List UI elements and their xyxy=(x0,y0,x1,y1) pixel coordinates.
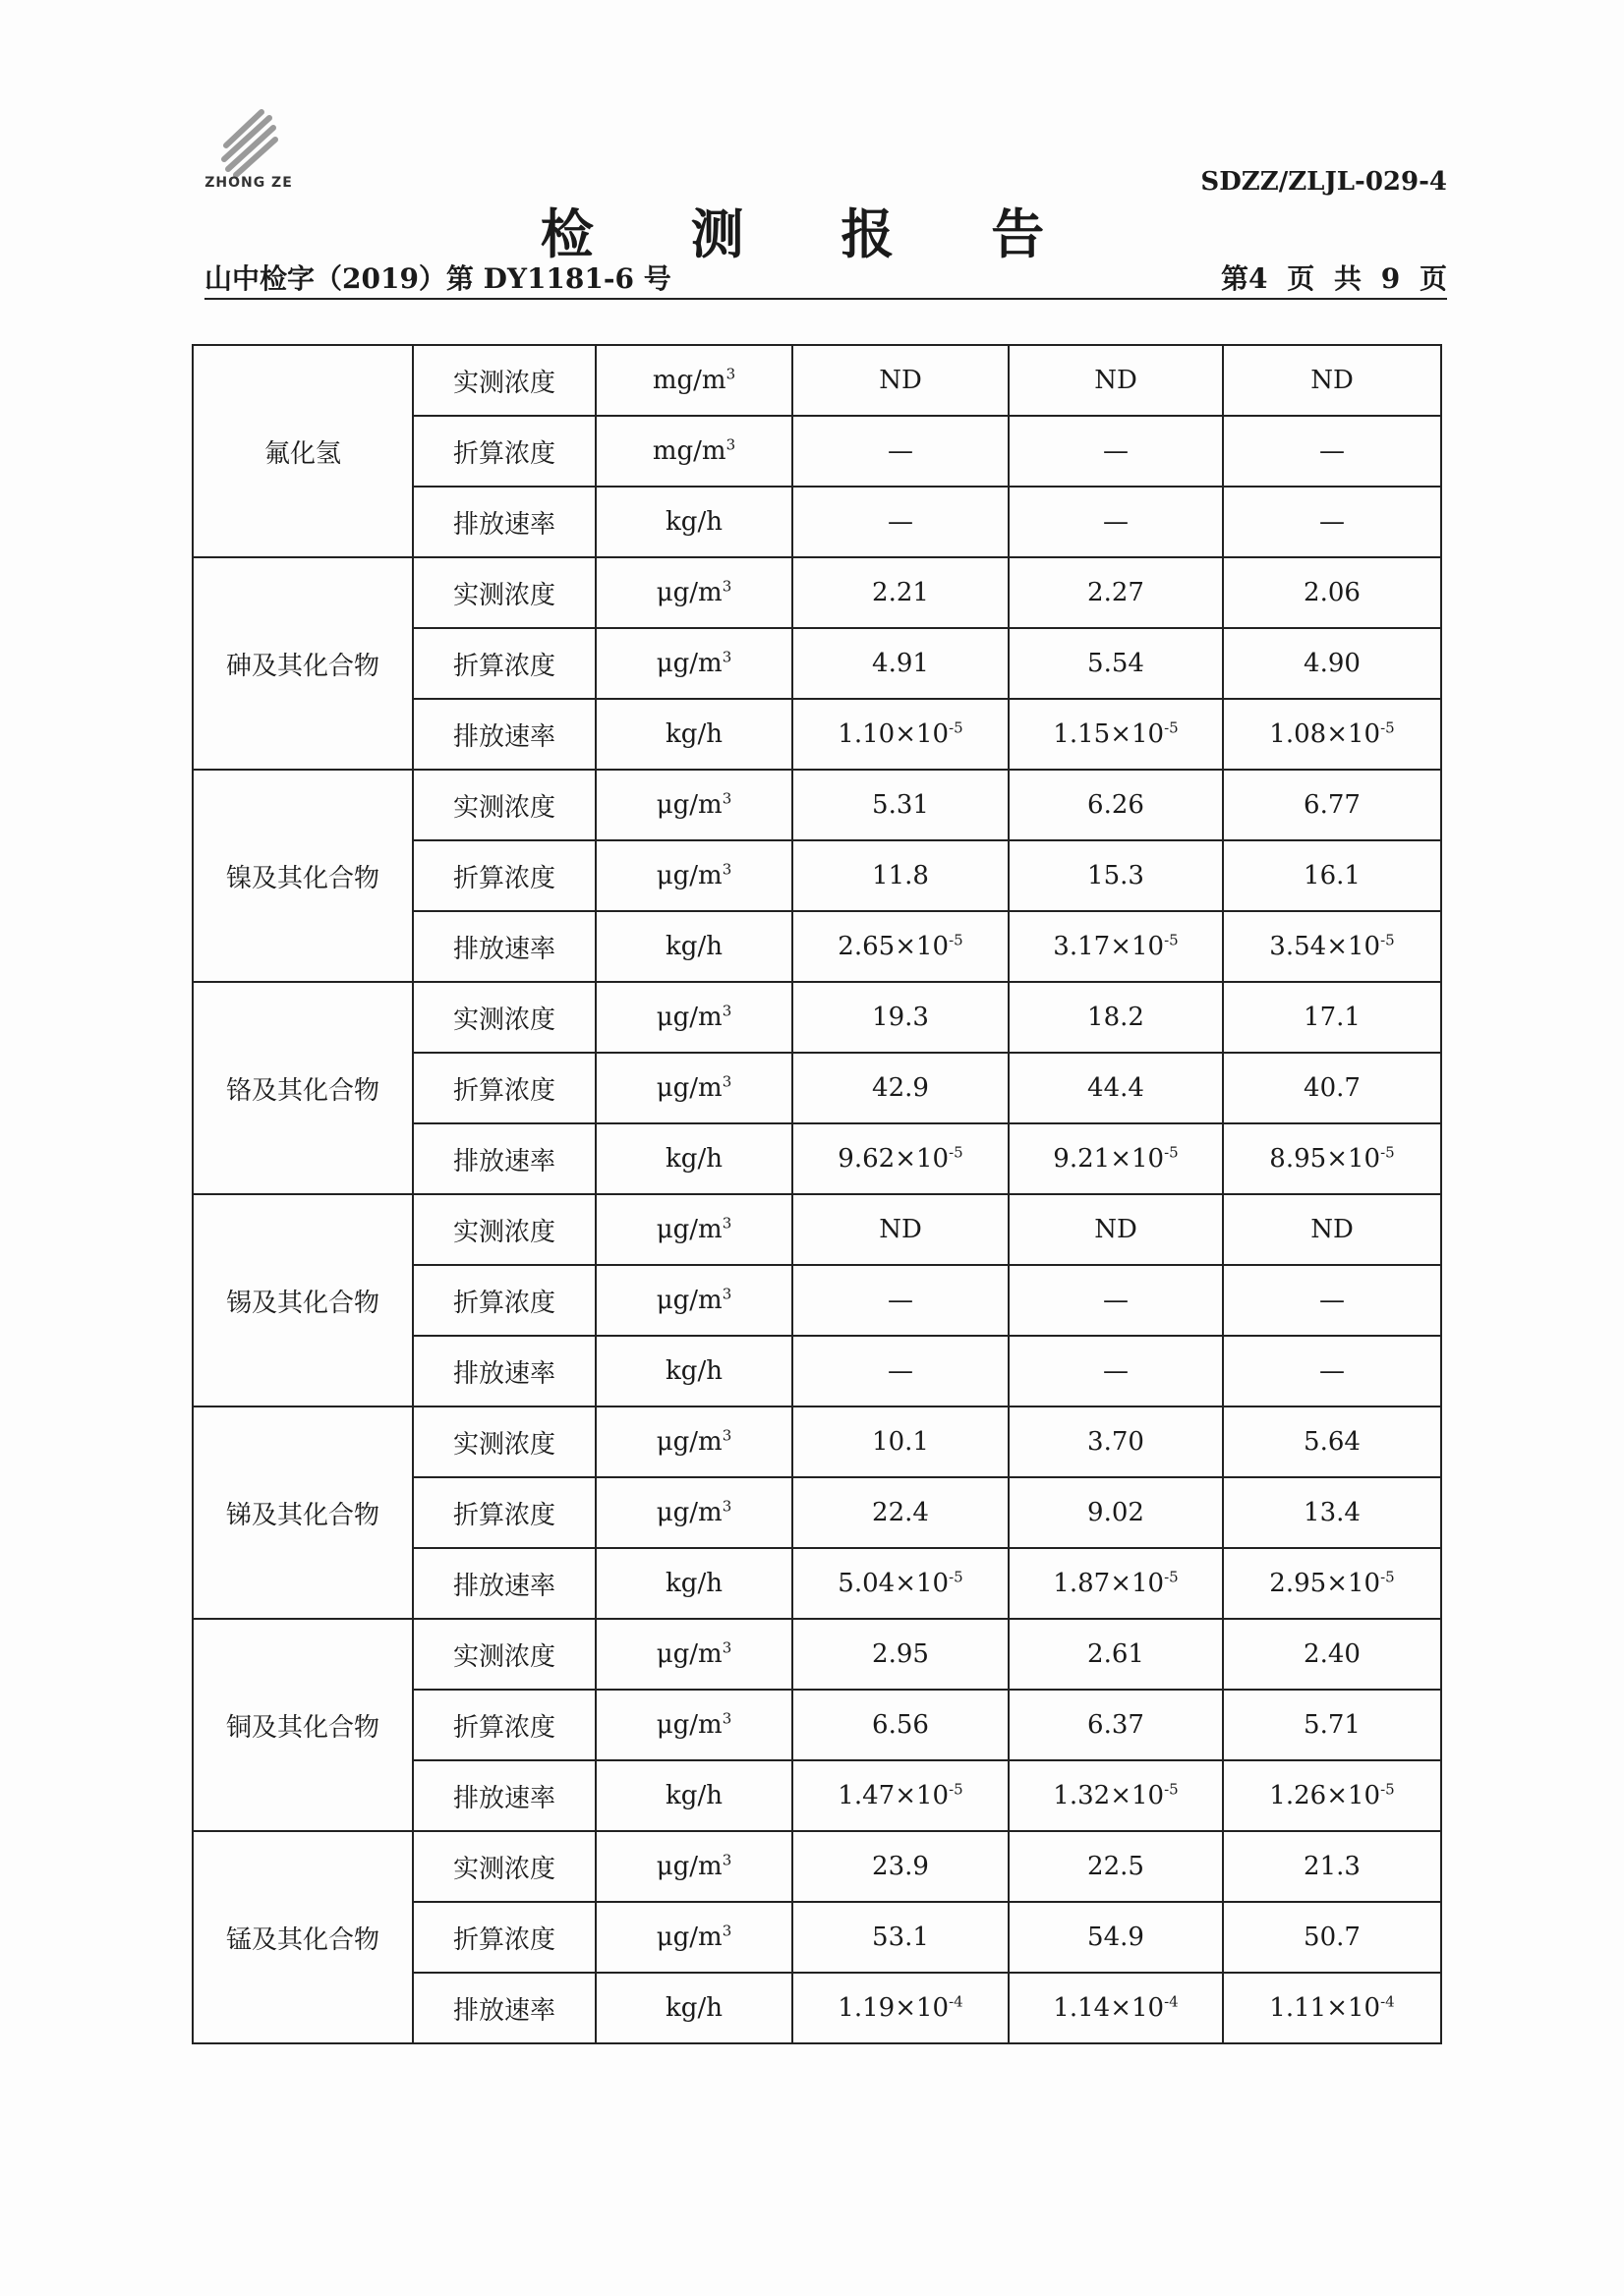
unit-exponent: 3 xyxy=(722,1922,732,1940)
value-cell: 6.26 xyxy=(1009,770,1223,840)
logo-text: ZHONG ZE xyxy=(204,175,293,191)
value-cell: 53.1 xyxy=(792,1902,1009,1973)
value-cell: — xyxy=(1223,1336,1441,1406)
unit-cell: $\mu g/m^3$ xyxy=(596,770,792,840)
value-cell: ND xyxy=(1009,345,1223,416)
unit-cell: $mg/m^3$ xyxy=(596,345,792,416)
metric-label: 实测浓度 xyxy=(413,345,596,416)
metric-label: 实测浓度 xyxy=(413,770,596,840)
unit-exponent: 3 xyxy=(722,789,732,808)
pollutant-name: 锰及其化合物 xyxy=(193,1831,413,2043)
value-cell: $9.21\times 10^{-5}$ xyxy=(1009,1123,1223,1194)
pollutant-name: 锑及其化合物 xyxy=(193,1406,413,1619)
metric-label: 折算浓度 xyxy=(413,416,596,487)
unit-cell: $\mu g/m^3$ xyxy=(596,557,792,628)
value-cell: 42.9 xyxy=(792,1053,1009,1123)
unit-exponent: 3 xyxy=(722,1285,732,1303)
value-cell: — xyxy=(792,1336,1009,1406)
value-cell: 2.27 xyxy=(1009,557,1223,628)
value-cell: ND xyxy=(1223,1194,1441,1265)
pollutant-name: 铜及其化合物 xyxy=(193,1619,413,1831)
value-exponent: -5 xyxy=(1164,931,1179,949)
unit-exponent: 3 xyxy=(722,1426,732,1445)
value-cell: $3.17\times 10^{-5}$ xyxy=(1009,911,1223,982)
metric-label: 折算浓度 xyxy=(413,1690,596,1760)
pollutant-name: 锡及其化合物 xyxy=(193,1194,413,1406)
metric-label: 实测浓度 xyxy=(413,1831,596,1902)
value-cell: 17.1 xyxy=(1223,982,1441,1053)
unit-cell: $\mu g/m^3$ xyxy=(596,1619,792,1690)
value-cell: ND xyxy=(1009,1194,1223,1265)
value-cell: 50.7 xyxy=(1223,1902,1441,1973)
unit-cell: kg/h xyxy=(596,1760,792,1831)
metric-label: 排放速率 xyxy=(413,1336,596,1406)
page-title: 检 测 报 告 xyxy=(540,202,1084,265)
value-cell: 5.64 xyxy=(1223,1406,1441,1477)
header-divider xyxy=(204,298,1447,300)
value-cell: — xyxy=(1223,1265,1441,1336)
value-cell: 5.31 xyxy=(792,770,1009,840)
metric-label: 实测浓度 xyxy=(413,1406,596,1477)
metric-label: 排放速率 xyxy=(413,911,596,982)
value-cell: — xyxy=(1009,1336,1223,1406)
value-cell: 2.06 xyxy=(1223,557,1441,628)
value-cell: 13.4 xyxy=(1223,1477,1441,1548)
value-cell: $5.04\times 10^{-5}$ xyxy=(792,1548,1009,1619)
value-cell: 2.95 xyxy=(792,1619,1009,1690)
value-exponent: -5 xyxy=(949,718,963,737)
unit-cell: kg/h xyxy=(596,699,792,770)
value-exponent: -4 xyxy=(1164,1992,1179,2011)
unit-exponent: 3 xyxy=(722,577,732,596)
unit-cell: $\mu g/m^3$ xyxy=(596,840,792,911)
value-exponent: -5 xyxy=(1380,931,1395,949)
value-cell: ND xyxy=(792,345,1009,416)
unit-cell: kg/h xyxy=(596,1123,792,1194)
value-exponent: -5 xyxy=(1380,1780,1395,1799)
value-cell: 5.71 xyxy=(1223,1690,1441,1760)
value-cell: $1.19\times 10^{-4}$ xyxy=(792,1973,1009,2043)
value-cell: $1.08\times 10^{-5}$ xyxy=(1223,699,1441,770)
pollutant-name: 铬及其化合物 xyxy=(193,982,413,1194)
unit-cell: $\mu g/m^3$ xyxy=(596,1265,792,1336)
value-cell: $9.62\times 10^{-5}$ xyxy=(792,1123,1009,1194)
value-cell: 2.21 xyxy=(792,557,1009,628)
value-cell: 4.90 xyxy=(1223,628,1441,699)
value-cell: 16.1 xyxy=(1223,840,1441,911)
page-number: 第4 页 共 9 页 xyxy=(1221,262,1447,295)
value-cell: — xyxy=(792,487,1009,557)
unit-exponent: 3 xyxy=(722,648,732,666)
metric-label: 排放速率 xyxy=(413,1760,596,1831)
metric-label: 排放速率 xyxy=(413,1973,596,2043)
unit-exponent: 3 xyxy=(722,860,732,879)
value-cell: 2.61 xyxy=(1009,1619,1223,1690)
value-cell: $1.14\times 10^{-4}$ xyxy=(1009,1973,1223,2043)
value-cell: $1.11\times 10^{-4}$ xyxy=(1223,1973,1441,2043)
value-cell: 3.70 xyxy=(1009,1406,1223,1477)
value-cell: 11.8 xyxy=(792,840,1009,911)
value-exponent: -5 xyxy=(1380,1143,1395,1162)
unit-cell: $\mu g/m^3$ xyxy=(596,1477,792,1548)
value-cell: — xyxy=(1009,1265,1223,1336)
metric-label: 折算浓度 xyxy=(413,1265,596,1336)
unit-cell: kg/h xyxy=(596,1548,792,1619)
value-cell: 15.3 xyxy=(1009,840,1223,911)
value-cell: 2.40 xyxy=(1223,1619,1441,1690)
unit-cell: $\mu g/m^3$ xyxy=(596,1194,792,1265)
value-exponent: -5 xyxy=(949,1780,963,1799)
metric-label: 实测浓度 xyxy=(413,557,596,628)
value-cell: 6.56 xyxy=(792,1690,1009,1760)
value-cell: 10.1 xyxy=(792,1406,1009,1477)
value-cell: 6.37 xyxy=(1009,1690,1223,1760)
value-cell: 40.7 xyxy=(1223,1053,1441,1123)
value-cell: 19.3 xyxy=(792,982,1009,1053)
value-exponent: -5 xyxy=(949,1143,963,1162)
value-cell: $3.54\times 10^{-5}$ xyxy=(1223,911,1441,982)
value-cell: 22.4 xyxy=(792,1477,1009,1548)
metric-label: 排放速率 xyxy=(413,1548,596,1619)
value-cell: 9.02 xyxy=(1009,1477,1223,1548)
pollutant-name: 氟化氢 xyxy=(193,345,413,557)
metric-label: 排放速率 xyxy=(413,699,596,770)
unit-cell: $\mu g/m^3$ xyxy=(596,982,792,1053)
value-cell: — xyxy=(1009,416,1223,487)
value-cell: $1.26\times 10^{-5}$ xyxy=(1223,1760,1441,1831)
unit-exponent: 3 xyxy=(722,1638,732,1657)
value-cell: $1.15\times 10^{-5}$ xyxy=(1009,699,1223,770)
value-cell: ND xyxy=(792,1194,1009,1265)
unit-cell: kg/h xyxy=(596,487,792,557)
value-cell: 44.4 xyxy=(1009,1053,1223,1123)
pollutant-name: 砷及其化合物 xyxy=(193,557,413,770)
table-row xyxy=(193,345,1441,416)
table-row xyxy=(193,1406,1441,1477)
value-exponent: -5 xyxy=(1164,718,1179,737)
value-cell: — xyxy=(1223,416,1441,487)
metric-label: 实测浓度 xyxy=(413,982,596,1053)
value-cell: 4.91 xyxy=(792,628,1009,699)
metric-label: 排放速率 xyxy=(413,1123,596,1194)
table-row xyxy=(193,1831,1441,1902)
metric-label: 折算浓度 xyxy=(413,1477,596,1548)
value-cell: 18.2 xyxy=(1009,982,1223,1053)
unit-exponent: 3 xyxy=(722,1002,732,1020)
unit-exponent: 3 xyxy=(722,1214,732,1233)
value-cell: $8.95\times 10^{-5}$ xyxy=(1223,1123,1441,1194)
value-exponent: -5 xyxy=(1164,1568,1179,1586)
results-table xyxy=(192,344,1442,2044)
unit-exponent: 3 xyxy=(722,1497,732,1516)
unit-cell: $\mu g/m^3$ xyxy=(596,1902,792,1973)
unit-cell: kg/h xyxy=(596,1336,792,1406)
value-cell: $1.87\times 10^{-5}$ xyxy=(1009,1548,1223,1619)
unit-exponent: 3 xyxy=(722,1709,732,1728)
unit-exponent: 3 xyxy=(725,365,736,383)
value-exponent: -5 xyxy=(1164,1143,1179,1162)
unit-exponent: 3 xyxy=(725,435,736,454)
value-cell: ND xyxy=(1223,345,1441,416)
metric-label: 实测浓度 xyxy=(413,1194,596,1265)
value-exponent: -5 xyxy=(949,1568,963,1586)
value-cell: 54.9 xyxy=(1009,1902,1223,1973)
unit-cell: $\mu g/m^3$ xyxy=(596,1053,792,1123)
value-exponent: -5 xyxy=(949,931,963,949)
unit-exponent: 3 xyxy=(722,1072,732,1091)
metric-label: 折算浓度 xyxy=(413,1053,596,1123)
table-row xyxy=(193,770,1441,840)
metric-label: 折算浓度 xyxy=(413,628,596,699)
unit-cell: kg/h xyxy=(596,1973,792,2043)
report-reference: 山中检字（2019）第 DY1181-6 号 xyxy=(204,262,671,295)
unit-cell: kg/h xyxy=(596,911,792,982)
value-cell: 22.5 xyxy=(1009,1831,1223,1902)
value-cell: — xyxy=(792,1265,1009,1336)
value-cell: 6.77 xyxy=(1223,770,1441,840)
metric-label: 实测浓度 xyxy=(413,1619,596,1690)
metric-label: 排放速率 xyxy=(413,487,596,557)
pollutant-name: 镍及其化合物 xyxy=(193,770,413,982)
value-cell: $1.10\times 10^{-5}$ xyxy=(792,699,1009,770)
value-exponent: -4 xyxy=(949,1992,963,2011)
value-cell: $1.32\times 10^{-5}$ xyxy=(1009,1760,1223,1831)
value-cell: — xyxy=(1009,487,1223,557)
unit-cell: $\mu g/m^3$ xyxy=(596,1406,792,1477)
table-row xyxy=(193,982,1441,1053)
value-cell: 5.54 xyxy=(1009,628,1223,699)
value-exponent: -5 xyxy=(1380,1568,1395,1586)
metric-label: 折算浓度 xyxy=(413,1902,596,1973)
value-cell: $2.65\times 10^{-5}$ xyxy=(792,911,1009,982)
unit-cell: $\mu g/m^3$ xyxy=(596,1690,792,1760)
unit-cell: $\mu g/m^3$ xyxy=(596,628,792,699)
value-exponent: -5 xyxy=(1380,718,1395,737)
value-exponent: -5 xyxy=(1164,1780,1179,1799)
value-cell: 21.3 xyxy=(1223,1831,1441,1902)
value-cell: — xyxy=(792,416,1009,487)
value-exponent: -4 xyxy=(1380,1992,1395,2011)
metric-label: 折算浓度 xyxy=(413,840,596,911)
table-row xyxy=(193,1619,1441,1690)
unit-cell: $mg/m^3$ xyxy=(596,416,792,487)
value-cell: 23.9 xyxy=(792,1831,1009,1902)
unit-cell: $\mu g/m^3$ xyxy=(596,1831,792,1902)
unit-exponent: 3 xyxy=(722,1851,732,1869)
table-row xyxy=(193,557,1441,628)
table-row xyxy=(193,1194,1441,1265)
value-cell: $2.95\times 10^{-5}$ xyxy=(1223,1548,1441,1619)
value-cell: $1.47\times 10^{-5}$ xyxy=(792,1760,1009,1831)
document-code: SDZZ/ZLJL-029-4 xyxy=(1200,167,1447,197)
value-cell: — xyxy=(1223,487,1441,557)
